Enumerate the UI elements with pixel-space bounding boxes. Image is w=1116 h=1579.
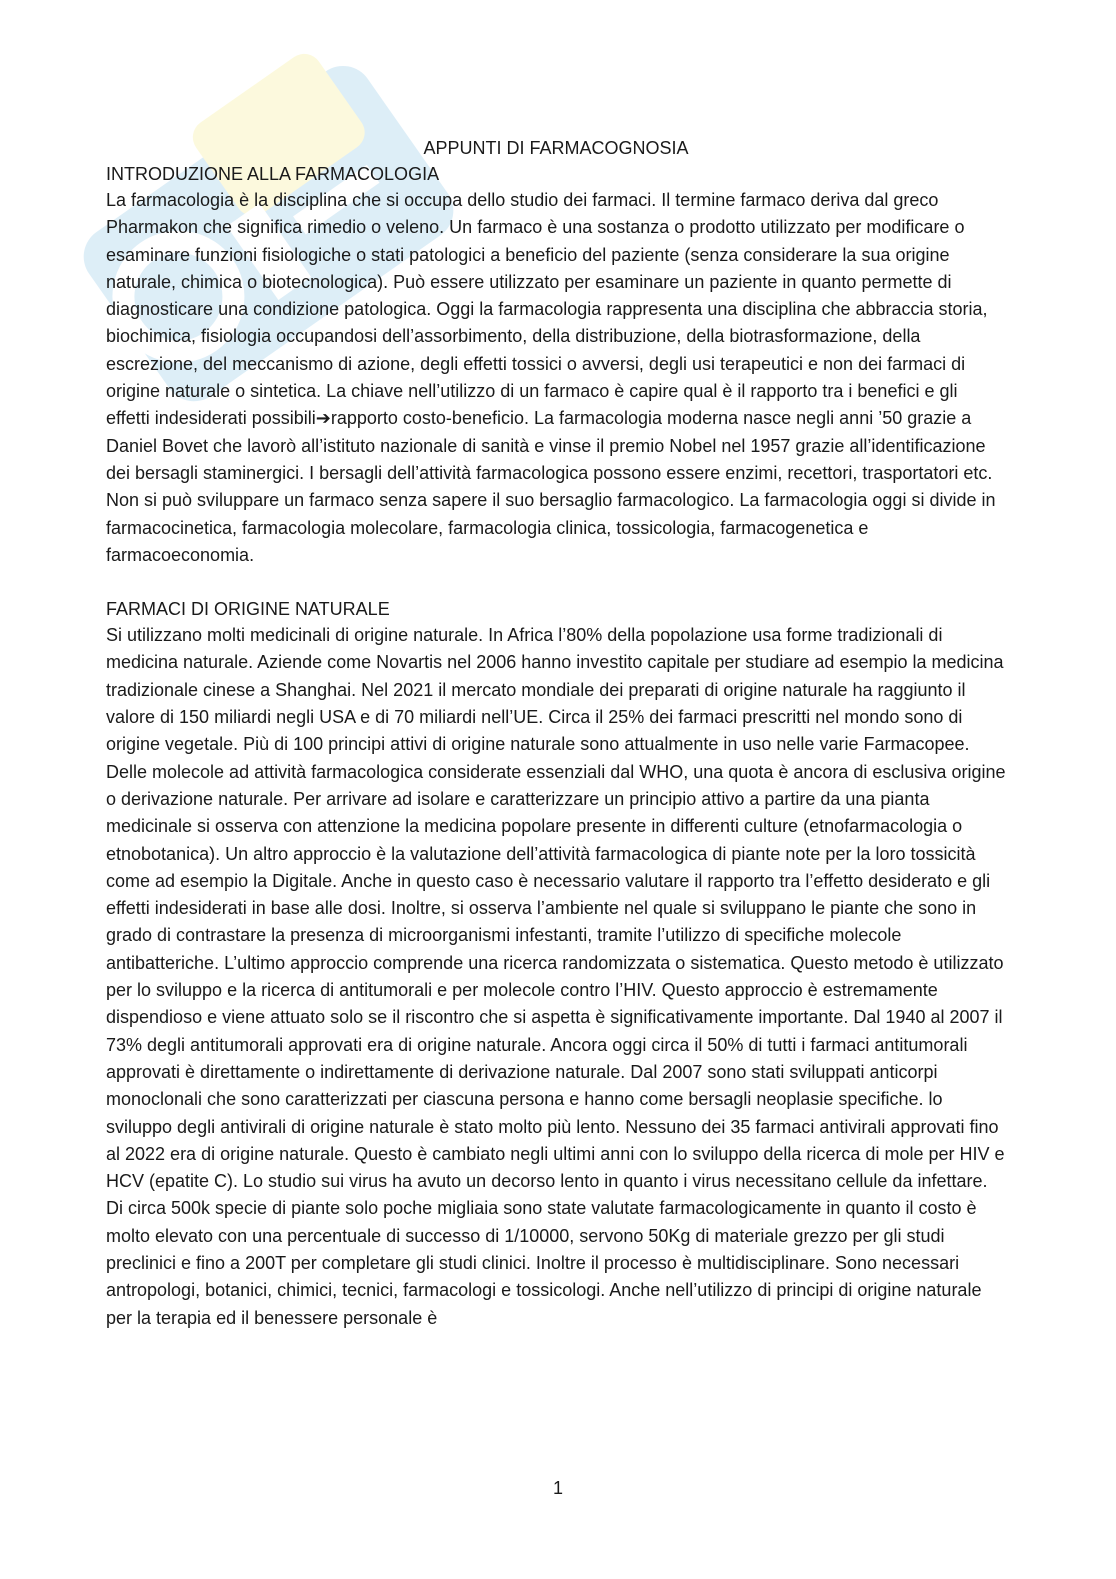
section-body-introduzione: La farmacologia è la disciplina che si occupa dello studio dei farmaci. Il termine farmaco deriva dal greco Pharmakon che significa rimedio o veleno. Un farmaco è una sostanza o prodotto utilizzato per modificare o esaminare funzioni fisiologiche o stati patologici a beneficio del paziente (senza considerare la sua origine naturale, chimica o biotecnologica). Può essere utilizzato per esaminare un paziente in quanto permette di diagnosticare una condizione patologica. Oggi la farmacologia rappresenta una disciplina che abbraccia storia, biochimica, fisiologia occupandosi dell’assorbimento, della distribuzione, della biotrasformazione, della escrezione, del meccanismo di azione, degli effetti tossici o avversi, degli usi terapeutici e non dei farmaci di origine naturale o sintetica. La chiave nell’utilizzo di un farmaco è capire qual è il rapporto tra i benefici e gli effetti indesiderati possibili➔rapporto costo-beneficio. La farmacologia moderna nasce negli anni ’50 grazie a Daniel Bovet che lavorò all’istituto nazionale di sanità e vinse il premio Nobel nel 1957 grazie all’identificazione dei bersagli staminergici. I bersagli dell’attività farmacologica possono essere enzimi, recettori, trasportatori etc. Non si può sviluppare un farmaco senza sapere il suo bersaglio farmacologico. La farmacologia oggi si divide in farmacocinetica, farmacologia molecolare, farmacologia clinica, tossicologia, farmacogenetica e farmacoeconomia. — [106, 190, 996, 565]
page-number: 1 — [552, 1478, 563, 1498]
section-heading-introduzione: INTRODUZIONE ALLA FARMACOLOGIA — [106, 164, 440, 184]
document-title: APPUNTI DI FARMACOGNOSIA — [423, 138, 689, 158]
section-body-farmaci-naturali: Si utilizzano molti medicinali di origine naturale. In Africa l’80% della popolazione usa forme tradizionali di medicina naturale. Aziende come Novartis nel 2006 hanno investito capitale per studiare ad esempio la medicina tradizionale cinese a Shanghai. Nel 2021 il mercato mondiale dei preparati di origine naturale ha raggiunto il valore di 150 miliardi negli USA e di 70 miliardi nell’UE. Circa il 25% dei farmaci prescritti nel mondo sono di origine vegetale. Più di 100 principi attivi di origine naturale sono attualmente in uso nelle varie Farmacopee. Delle molecole ad attività farmacologica considerate essenziali dal WHO, una quota è ancora di esclusiva origine o derivazione naturale. Per arrivare ad isolare e caratterizzare un principio attivo a partire da una pianta medicinale si osserva con attenzione la medicina popolare presente in differenti culture (etnofarmacologia o etnobotanica). Un altro approccio è la valutazione dell’attività farmacologica di piante note per la loro tossicità come ad esempio la Digitale. Anche in questo caso è necessario valutare il rapporto tra l’effetto desiderato e gli effetti indesiderati in base alle dosi. Inoltre, si osserva l’ambiente nel quale si sviluppano le piante che sono in grado di contrastare la presenza di microorganismi infestanti, tramite l’utilizzo di specifiche molecole antibatteriche. L’ultimo approccio comprende una ricerca randomizzata o sistematica. Questo metodo è utilizzato per lo sviluppo e la ricerca di antitumorali e per molecole contro l’HIV. Questo approccio è estremamente dispendioso e viene attuato solo se il riscontro che si aspetta è significativamente importante. Dal 1940 al 2007 il 73% degli antitumorali approvati era di origine naturale. Ancora oggi circa il 50% di tutti i farmaci antitumorali approvati è direttamente o indirettamente di derivazione naturale. Dal 2007 sono stati sviluppati anticorpi monoclonali che sono caratterizzati per ciascuna persona e hanno come bersagli neoplasie specifiche. lo sviluppo degli antivirali di origine naturale è stato molto più lento. Nessuno dei 35 farmaci antivirali approvati fino al 2022 era di origine naturale. Questo è cambiato negli ultimi anni con lo sviluppo della ricerca di mole per HIV e HCV (epatite C). Lo studio sui virus ha avuto un decorso lento in quanto i virus necessitano cellule da infettare. Di circa 500k specie di piante solo poche migliaia sono state valutate farmacologicamente in quanto il costo è molto elevato con una percentuale di successo di 1/10000, servono 50Kg di materiale grezzo per gli studi preclinici e fino a 200T per completare gli studi clinici. Inoltre il processo è multidisciplinare. Sono necessari antropologi, botanici, chimici, tecnici, farmacologi e tossicologi. Anche nell’utilizzo di principi di origine naturale per la terapia ed il benessere personale è — [106, 625, 1006, 1328]
section-heading-farmaci-naturali: FARMACI DI ORIGINE NATURALE — [106, 599, 390, 620]
document-page — [106, 135, 1006, 1332]
section-spacer — [106, 569, 1006, 596]
